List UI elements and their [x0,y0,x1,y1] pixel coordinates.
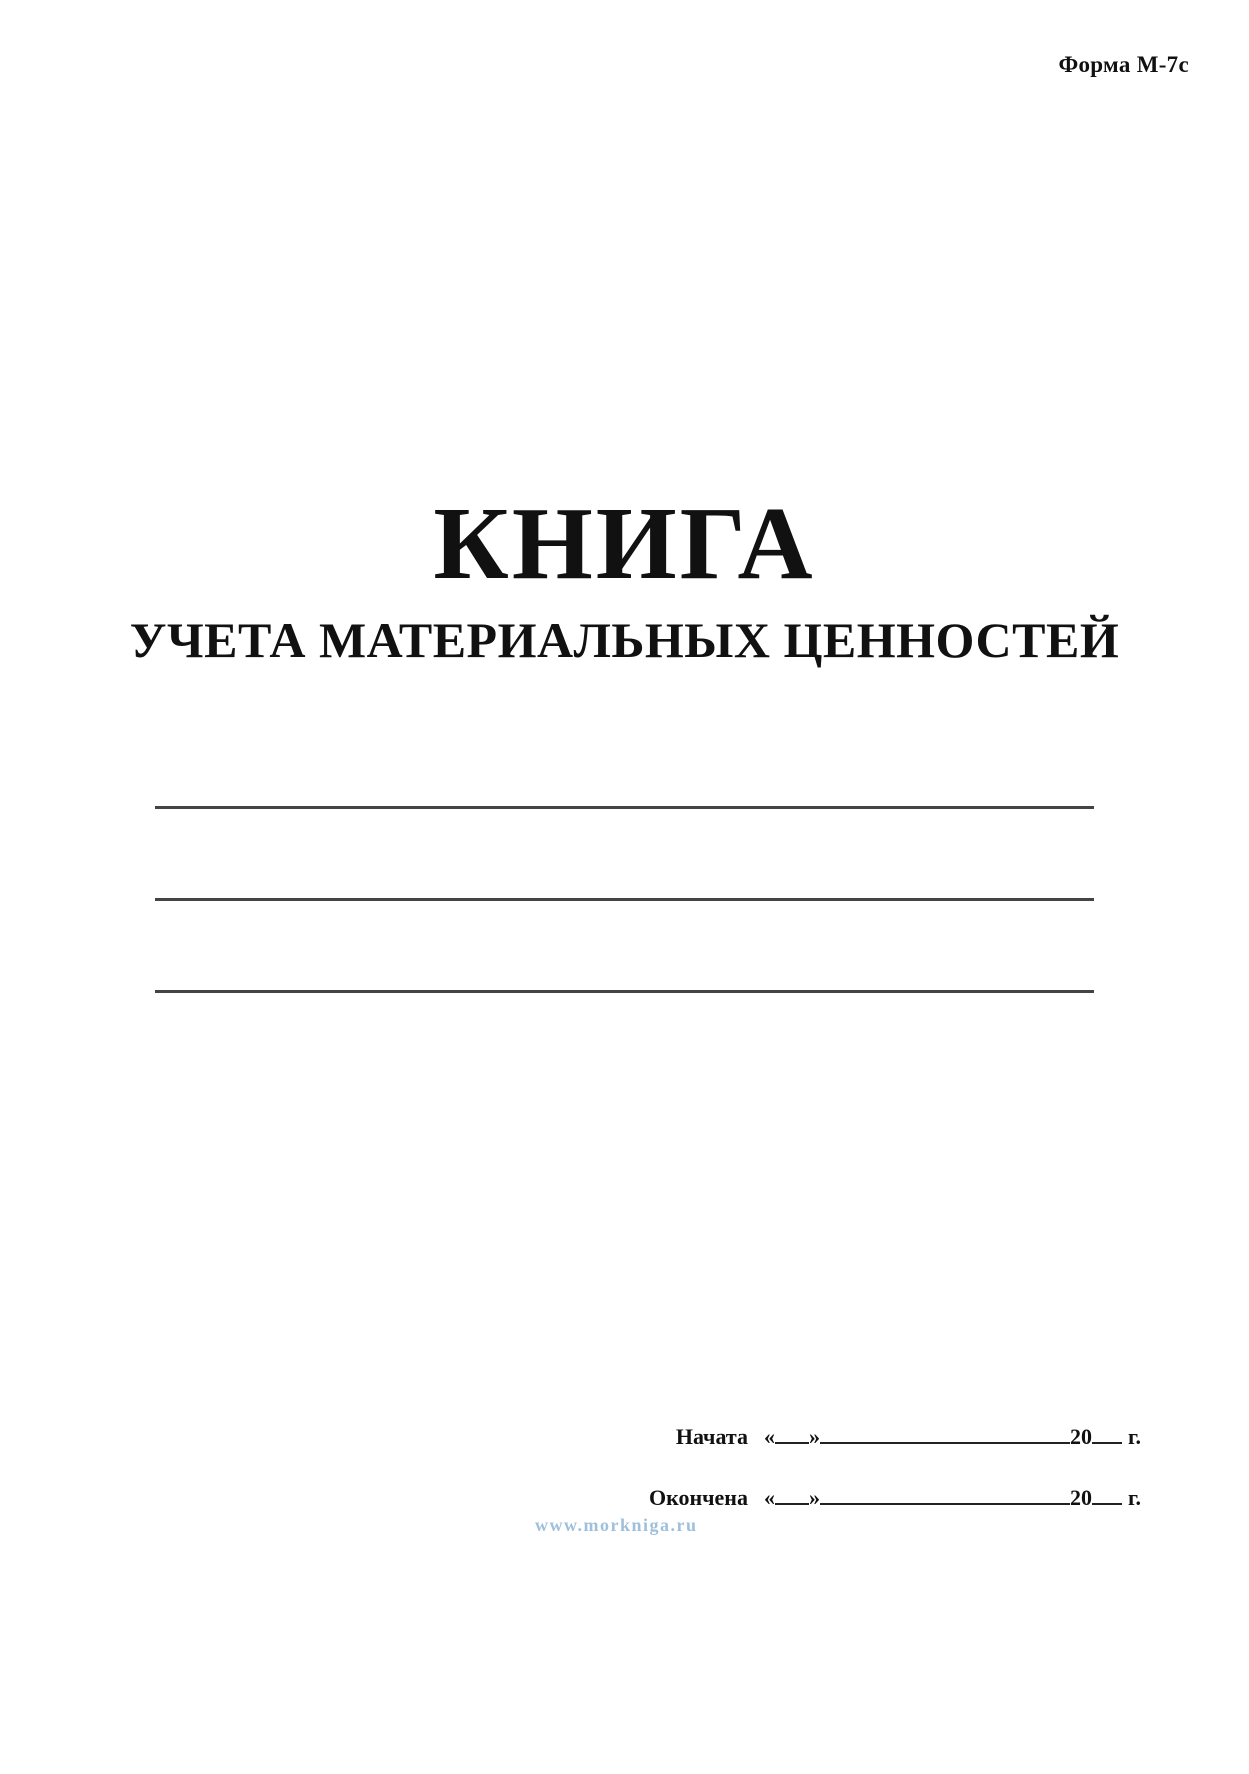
document-subtitle: УЧЕТА МАТЕРИАЛЬНЫХ ЦЕННОСТЕЙ [129,612,1120,668]
year-prefix: 20 [1069,1485,1092,1510]
year-suffix: г. [1127,1424,1141,1449]
open-quote: « [763,1424,775,1449]
close-quote: » [808,1485,820,1510]
close-quote: » [808,1424,820,1449]
started-label: Начата [675,1424,748,1449]
watermark: www.morkniga.ru [535,1515,698,1535]
year-prefix: 20 [1069,1424,1092,1449]
title-block [0,486,1249,668]
day-blank [775,1485,809,1505]
started-date-row [676,1424,1141,1450]
day-blank [775,1424,809,1444]
blank-line-2 [155,898,1094,901]
document-title: КНИГА [433,486,816,601]
year-blank [1092,1485,1122,1505]
month-blank [820,1424,1070,1444]
blank-line-3 [155,990,1094,993]
form-code: Форма М-7с [1058,52,1189,77]
month-blank [820,1485,1070,1505]
year-blank [1092,1424,1122,1444]
year-suffix: г. [1127,1485,1141,1510]
ended-date-row [649,1485,1141,1511]
blank-line-1 [155,806,1094,809]
open-quote: « [763,1485,775,1510]
ended-label: Окончена [648,1485,748,1510]
